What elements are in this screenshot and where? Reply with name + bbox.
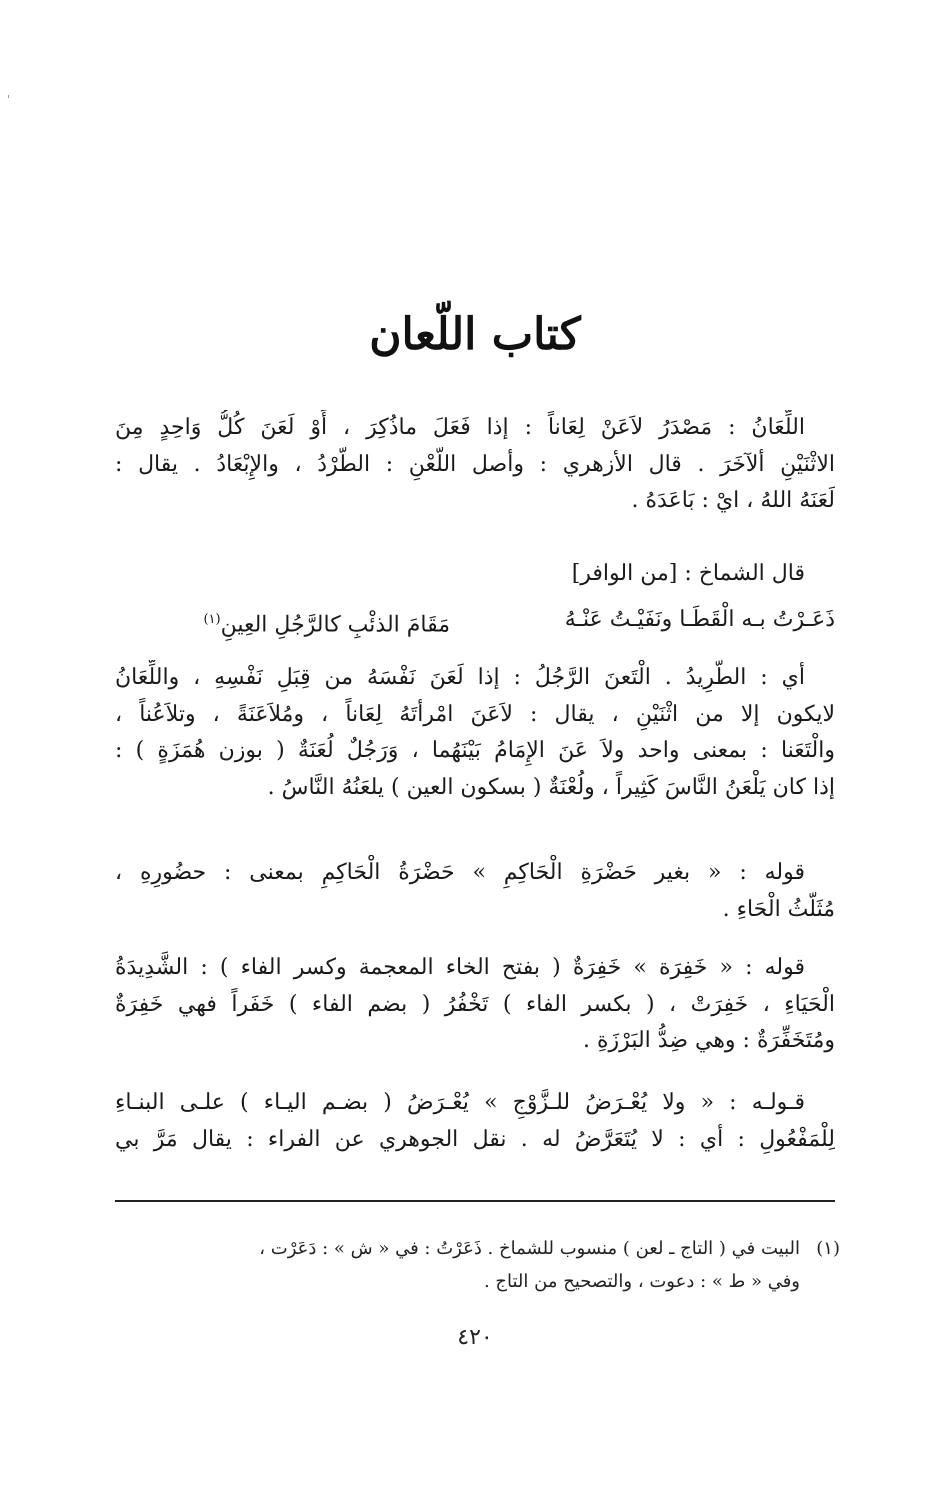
- text-line: والْتَعَنا : بمعنى واحد ولاَ عَنَ الإِمَامُ بَيْنَهُما ، وَرَجُلٌ لُعَنَةٌ ( بوزن هُمَزَةٍ ) :: [115, 738, 835, 763]
- text-line: لَعَنَهُ اللهُ ، ايْ : بَاعَدَهُ .: [631, 488, 835, 513]
- paragraph-definition: [115, 410, 835, 520]
- footnote: [115, 1232, 840, 1298]
- verse-second-text: مَقَامَ الذئْبِ كالرَّجُلِ العِينِ: [220, 612, 450, 638]
- verse-intro: [115, 556, 835, 593]
- text-line: قـولـه : « ولا يُعْـرَضُ للـزَّوْجِ » يُعْـرَضُ ( بضـم اليـاء ) علـى البنـاءِ: [115, 1090, 805, 1115]
- paragraph-explanation: [115, 660, 835, 806]
- text-line: اللِّعَانُ : مَصْدَرُ لاَعَنْ لِعَاناً : إذا فَعَلَ ماذُكِرَ ، أَوْ لَعَنَ كُلُّ وَاحِدٍ مِنَ: [115, 415, 805, 440]
- footnote-text: وفي « ط » : دعوت ، والتصحيح من التاج .: [483, 1271, 800, 1292]
- text-line: مُثَلَّثُ الْحَاءِ .: [722, 896, 835, 922]
- footnote-reference: (١): [203, 612, 221, 627]
- text-line: قوله : « خَفِرَة » خَفِرَةٌ ( بفتح الخاء المعجمة وكسر الفاء ) : الشَّدِيدَةُ: [115, 955, 805, 980]
- chapter-title: كتاب اللّعان: [369, 309, 581, 360]
- text-line: لِلْمَفْعُولِ : أي : لا يُتَعَرَّضُ له . نقل الجوهري عن الفراء : يقال مَرَّ بي: [115, 1126, 835, 1152]
- scan-mark: [8, 95, 9, 98]
- poetry-verse: [115, 600, 835, 640]
- footnote-divider: [115, 1200, 835, 1202]
- text-line: أي : الطَّرِيدُ . الْتَعنَ الرَّجُلُ : إذا لَعَنَ نَفْسَهُ من قِبَلِ نَفْسِهِ ، واللِّعَانُ: [115, 665, 805, 690]
- paragraph-khafira: [115, 950, 835, 1060]
- text-line: ومُتَخَفِّرَةٌ : وهي ضِدُّ البَرْزَةِ .: [583, 1028, 835, 1053]
- footnote-text: البيت في ( التاج ـ لعن ) منسوب للشماخ . ذَعَرْتُ : في « ش » : دَعَرْت ،: [259, 1238, 800, 1259]
- verse-first-hemistich: ذَعَـرْتُ بـه الْقَطَـا ونَفَيْـتُ عَنْـهُ: [564, 607, 835, 632]
- text-line: قال الشماخ : [من الوافر]: [571, 561, 805, 586]
- text-line: إذا كان يَلْعَنُ النَّاسَ كَثِيراً ، ولُعْنَةٌ ( بسكون العين ) يلعَنُهُ النَّاسُ .: [267, 774, 835, 800]
- paragraph-yuradu: [115, 1085, 835, 1158]
- paragraph-hadra: [115, 855, 835, 928]
- text-line: الْحَيَاءِ ، خَفِرَتْ ، ( بكسر الفاء ) تَخْفُرُ ( بضم الفاء ) خَفَراً فهي خَفِرَةٌ: [115, 991, 835, 1017]
- page-number: ٤٢٠: [457, 1325, 493, 1350]
- footnote-line: [115, 1265, 840, 1298]
- footnote-line: [115, 1232, 840, 1265]
- verse-second-hemistich: [203, 600, 450, 645]
- footnote-marker: (١): [816, 1238, 840, 1259]
- text-line: الاثْنَيْنِ ألآخَرَ . قال الأزهري : وأصل اللَّعْنِ : الطَّرْدُ ، والإِبْعَادُ . يقال :: [115, 451, 835, 477]
- text-line: قوله : « بغير حَضْرَةِ الْحَاكِمِ » حَضْرَةُ الْحَاكِمِ بمعنى : حضُورِهِ ،: [115, 860, 805, 885]
- text-line: لايكون إلا من اثْنَيْنِ ، يقال : لاَعَنَ امْرأتَهُ لِعَاناً ، ومُلاَعَنَةً ، وتلاَعُناً ،: [115, 701, 835, 727]
